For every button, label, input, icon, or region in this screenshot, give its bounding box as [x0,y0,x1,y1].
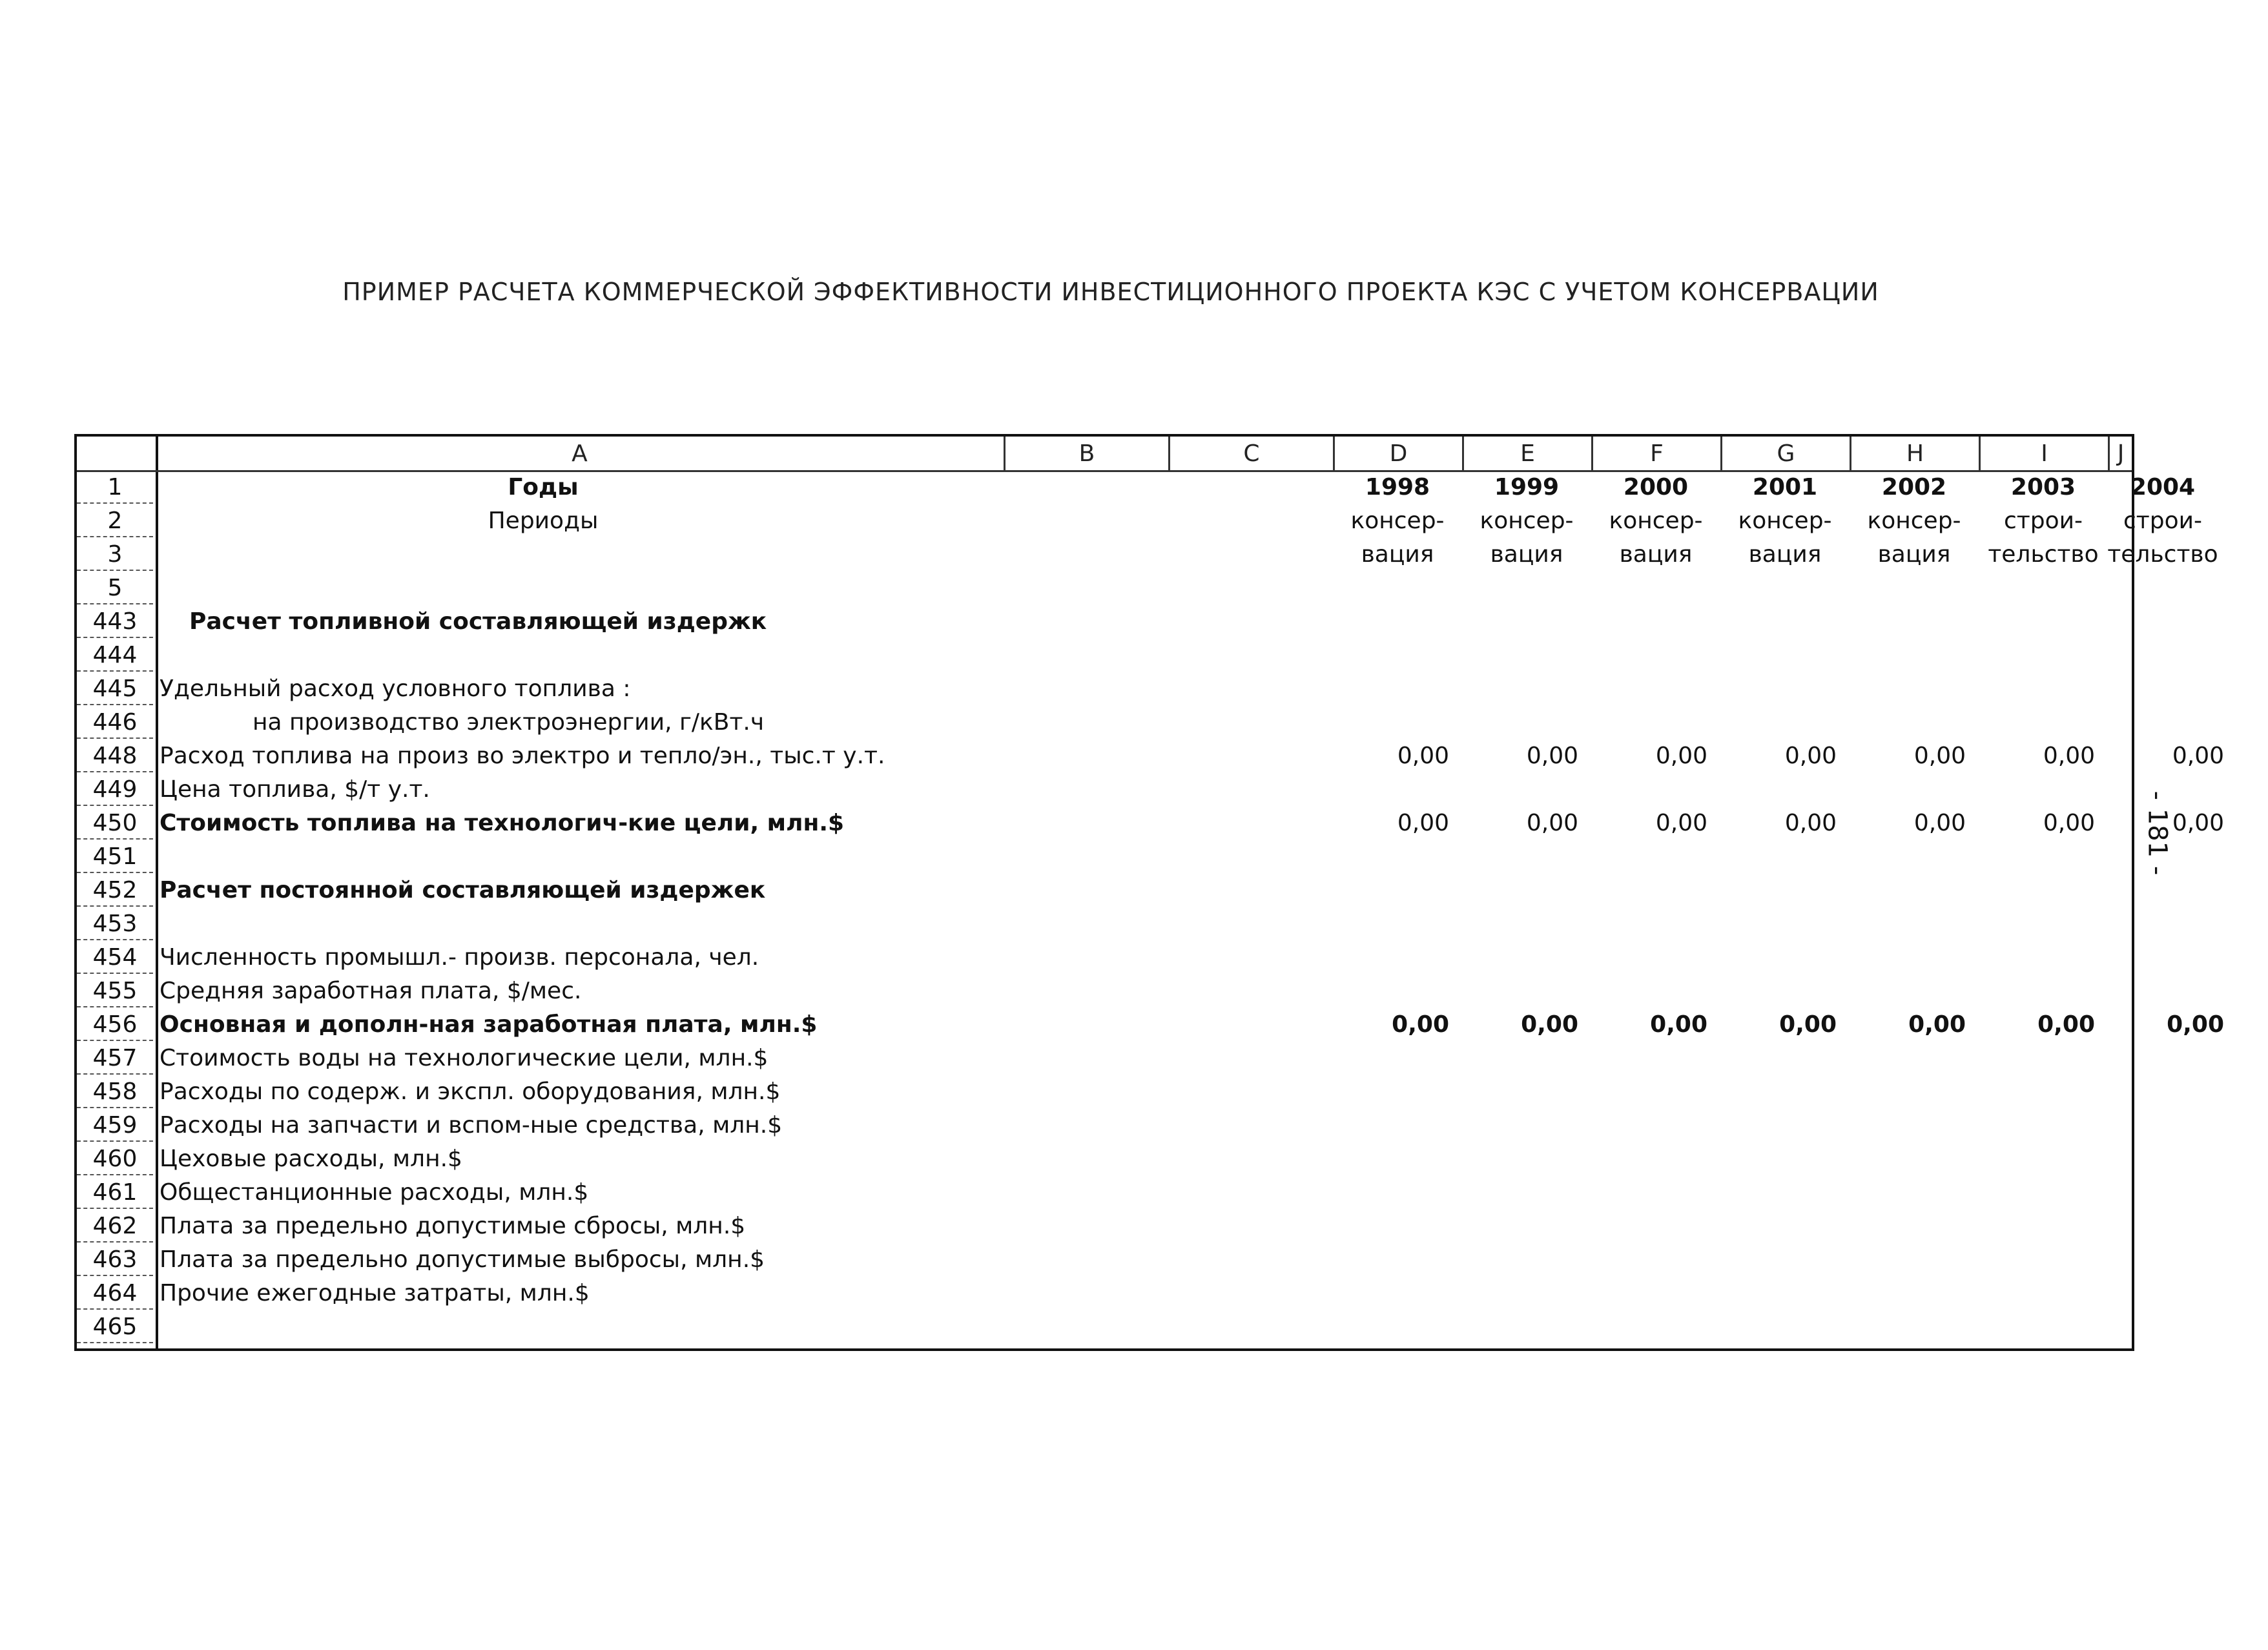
section-heading-fixed: Расчет постоянной составляющей издержек [160,877,766,903]
cell-h450: 0,00 [1913,810,1966,836]
row-label: Плата за предельно допустимые выбросы, млн.$ [160,1246,765,1273]
column-header-h[interactable]: H [1850,437,1979,470]
cell-e448: 0,00 [1526,743,1578,769]
table-row [77,537,2218,571]
table-row [77,604,2132,638]
row-label: Удельный расход условного топлива : [160,675,631,702]
cell-f450: 0,00 [1655,810,1707,836]
table-row [77,1075,2132,1108]
cell-h456: 0,00 [1908,1011,1966,1038]
cell-j450: 0,00 [2172,810,2224,836]
table-row [77,1175,2132,1209]
cell-i3: тельство [1988,541,2099,568]
cell-f2: консер- [1609,508,1703,534]
table-row [77,1007,2224,1041]
row-label: Стоимость воды на технологические цели, млн.$ [160,1045,768,1071]
row-number[interactable]: 454 [77,940,153,974]
row-label: Расходы по содерж. и экспл. оборудования, млн.$ [160,1078,781,1105]
table-row [77,907,2132,940]
row-label: Численность промышл.- произв. персонала, чел. [160,944,759,971]
row-number[interactable]: 463 [77,1243,153,1276]
row-number[interactable]: 455 [77,974,153,1007]
table-row [77,672,2132,705]
table-row [77,470,2196,504]
row-number[interactable]: 452 [77,873,153,907]
cell-h2: консер- [1867,508,1961,534]
cell-g456: 0,00 [1779,1011,1837,1038]
table-row [77,739,2224,772]
cell-j456: 0,00 [2167,1011,2224,1038]
page-number-text: - 181 - [2142,790,2172,876]
cell-j3: тельство [2107,541,2218,568]
cell-g450: 0,00 [1784,810,1837,836]
page-number [2131,756,2183,911]
cell-e3: вация [1490,541,1563,568]
row-number[interactable]: 458 [77,1075,153,1108]
table-row [77,806,2224,840]
row-label: Средняя заработная плата, $/мес. [160,978,582,1004]
cell-j448: 0,00 [2172,743,2224,769]
column-header-d[interactable]: D [1333,437,1462,470]
row-number[interactable]: 445 [77,672,153,705]
row-number[interactable]: 1 [77,470,153,504]
column-header-a[interactable]: A [572,440,588,467]
table-row [77,638,2132,672]
row-number[interactable]: 450 [77,806,153,840]
cell-g448: 0,00 [1784,743,1837,769]
row-number[interactable]: 465 [77,1310,153,1343]
cell-d456: 0,00 [1392,1011,1449,1038]
row-number[interactable]: 456 [77,1007,153,1041]
column-header-g[interactable]: G [1720,437,1850,470]
row-number[interactable]: 444 [77,638,153,672]
cell-i456: 0,00 [2037,1011,2095,1038]
row-number[interactable]: 462 [77,1209,153,1243]
column-header-i[interactable]: I [1979,437,2108,470]
table-row [77,1310,2132,1343]
cell-h1: 2002 [1881,474,1947,500]
row-number[interactable]: 446 [77,705,153,739]
table-row [77,504,2203,537]
row-number[interactable]: 461 [77,1175,153,1209]
table-row [77,705,2132,739]
table-row [77,1108,2132,1142]
row-label: Цена топлива, $/т у.т. [160,776,430,803]
cell-f448: 0,00 [1655,743,1707,769]
cell-e456: 0,00 [1521,1011,1578,1038]
cell-d1: 1998 [1365,474,1430,500]
cell-e1: 1999 [1494,474,1560,500]
row-number[interactable]: 2 [77,504,153,537]
cell-j2: строи- [2123,508,2203,534]
cell-h3: вация [1877,541,1951,568]
cell-i2: строи- [2003,508,2083,534]
row-number[interactable]: 3 [77,537,153,571]
cell-f1: 2000 [1623,474,1689,500]
cell-i1: 2003 [2010,474,2076,500]
column-header-c[interactable]: C [1168,437,1333,470]
table-row [77,1041,2132,1075]
row-label: Периоды [488,508,599,534]
table-row [77,1276,2132,1310]
table-row [77,940,2132,974]
row-label: Прочие ежегодные затраты, млн.$ [160,1280,590,1306]
cell-d2: консер- [1350,508,1445,534]
row-number[interactable]: 443 [77,604,153,638]
row-label: Плата за предельно допустимые сбросы, млн.$ [160,1213,746,1239]
row-number[interactable]: 5 [77,571,153,604]
column-header-b[interactable]: B [1004,437,1168,470]
row-number[interactable]: 464 [77,1276,153,1310]
cell-h448: 0,00 [1913,743,1966,769]
table-row [77,1243,2132,1276]
row-number[interactable]: 457 [77,1041,153,1075]
column-header-row [77,437,2132,472]
row-number[interactable]: 459 [77,1108,153,1142]
table-row [77,974,2132,1007]
cell-d450: 0,00 [1397,810,1449,836]
table-row [77,772,2132,806]
row-label: Годы [508,474,579,500]
row-label: Стоимость топлива на технологич-кие цели, млн.$ [160,810,845,836]
section-heading-fuel: Расчет топливной составляющей издержк [189,608,767,635]
row-label: Основная и дополн-ная заработная плата, млн.$ [160,1011,818,1038]
cell-f456: 0,00 [1650,1011,1707,1038]
cell-g1: 2001 [1752,474,1818,500]
cell-i450: 0,00 [2043,810,2095,836]
cell-d3: вация [1361,541,1434,568]
cell-g3: вация [1748,541,1822,568]
cell-e2: консер- [1479,508,1574,534]
row-label: Расходы на запчасти и вспом-ные средства, млн.$ [160,1112,783,1139]
cell-d448: 0,00 [1397,743,1449,769]
table-row [77,1209,2132,1243]
cell-g2: консер- [1738,508,1832,534]
row-number[interactable]: 449 [77,772,153,806]
column-header-f[interactable]: F [1591,437,1720,470]
cell-e450: 0,00 [1526,810,1578,836]
row-number[interactable]: 451 [77,840,153,873]
cell-i448: 0,00 [2043,743,2095,769]
row-label: Цеховые расходы, млн.$ [160,1146,462,1172]
row-label: Общестанционные расходы, млн.$ [160,1179,589,1206]
column-header-j[interactable]: J [2108,437,2132,470]
row-number[interactable]: 460 [77,1142,153,1175]
cell-f3: вация [1619,541,1693,568]
column-header-e[interactable]: E [1462,437,1591,470]
row-label: Расход топлива на произ во электро и тепло/эн., тыс.т у.т. [160,743,885,769]
table-row [77,873,2132,907]
table-row [77,1142,2132,1175]
page-title: ПРИМЕР РАСЧЕТА КОММЕРЧЕСКОЙ ЭФФЕКТИВНОСТИ ИНВЕСТИЦИОННОГО ПРОЕКТА КЭС С УЧЕТОМ КОНСЕРВАЦИИ [342,278,1879,306]
row-label: на производство электроэнергии, г/кВт.ч [253,709,765,736]
table-row [77,840,2132,873]
row-number[interactable]: 453 [77,907,153,940]
row-number[interactable]: 448 [77,739,153,772]
table-row [77,571,2132,604]
cell-j1: 2004 [2130,474,2196,500]
